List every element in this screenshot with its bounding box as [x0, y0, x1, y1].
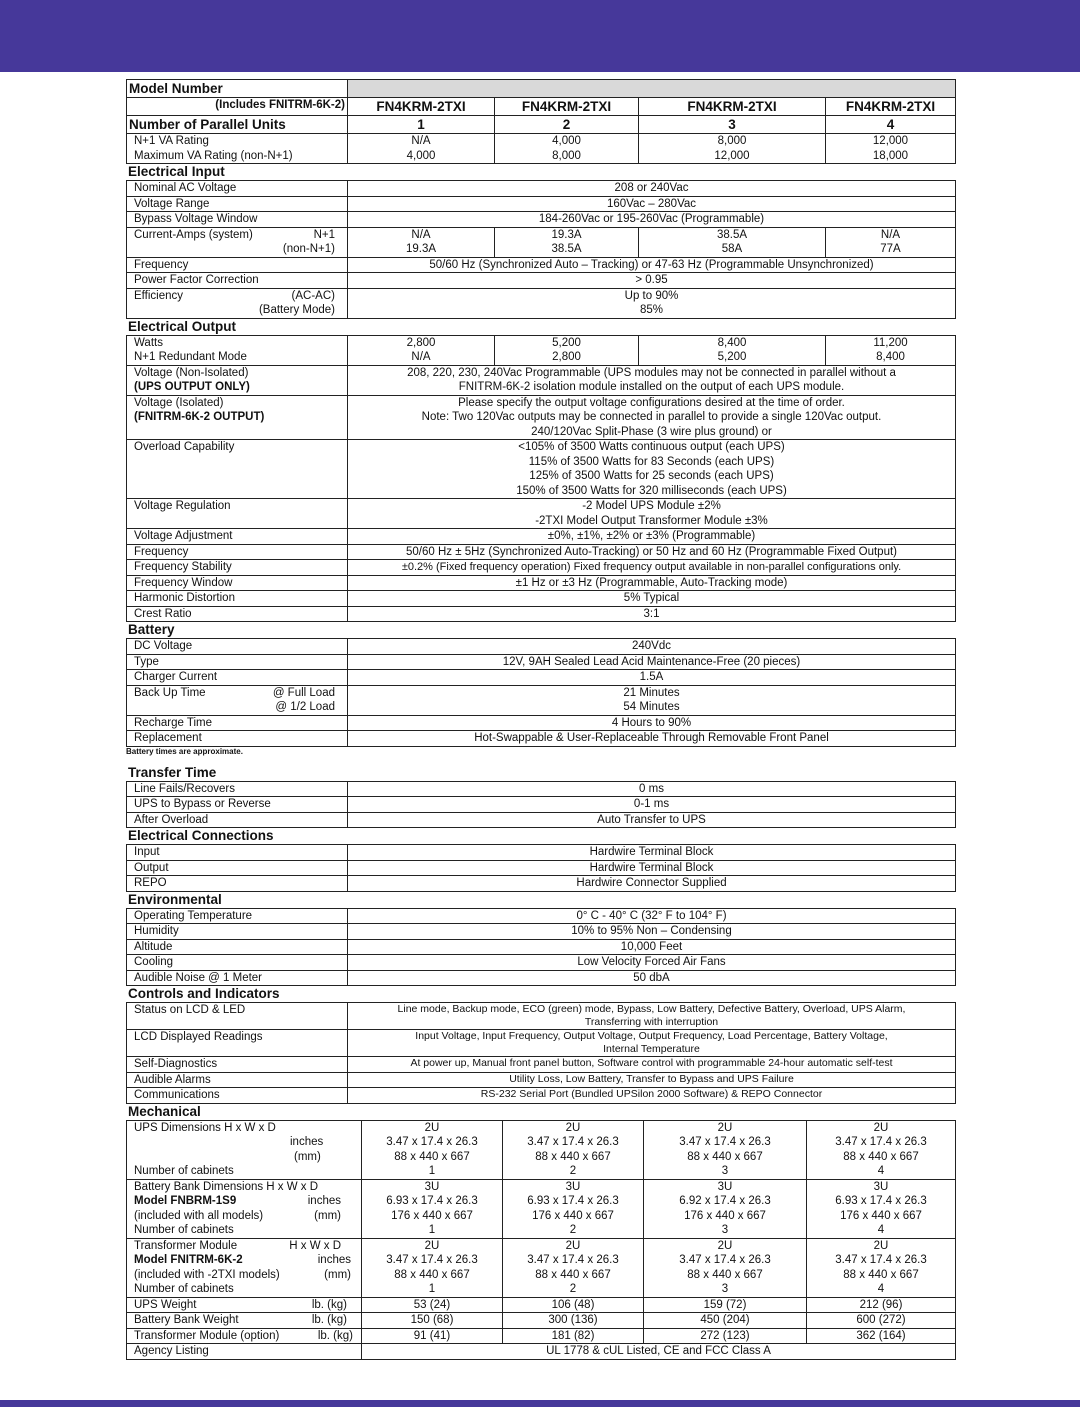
va-values: 12,000 18,000: [826, 134, 956, 164]
spec-label: Frequency Stability: [127, 560, 348, 576]
spec-value: 0-1 ms: [348, 797, 956, 813]
spec-label: UPS to Bypass or Reverse: [127, 797, 348, 813]
weight-value: 450 (204): [644, 1313, 807, 1329]
model-header-fill: [348, 80, 956, 98]
model-name: FN4KRM-2TXI: [495, 98, 639, 116]
va-values: N/A 4,000: [348, 134, 495, 164]
battery-dimensions-value: 3U 6.93 x 17.4 x 26.3 176 x 440 x 667 2: [503, 1179, 644, 1238]
weight-value: 362 (164): [807, 1328, 956, 1344]
environmental-table: [126, 908, 956, 987]
spec-label: Output: [127, 860, 348, 876]
model-number-label: Model Number: [127, 80, 348, 98]
watts-label: Watts N+1 Redundant Mode: [127, 335, 348, 365]
spec-label: Communications: [127, 1088, 348, 1104]
spec-label: Recharge Time: [127, 715, 348, 731]
efficiency-value: Up to 90% 85%: [348, 288, 956, 318]
weight-value: 212 (96): [807, 1297, 956, 1313]
weight-value: 53 (24): [362, 1297, 503, 1313]
spec-value: Hardwire Terminal Block: [348, 860, 956, 876]
voltage-isolated-value: Please specify the output voltage configurations desired at the time of order. Note: Two 120Vac outputs may be connected in parallel to provide a single 120Vac output. 240/120Vac Split-Phase (3 wire plus ground) or: [348, 395, 956, 440]
weight-value: 150 (68): [362, 1313, 503, 1329]
spec-value: 50 dbA: [348, 970, 956, 986]
spec-label: Status on LCD & LED: [127, 1003, 348, 1030]
spec-label: Cooling: [127, 955, 348, 971]
spec-value: 0 ms: [348, 781, 956, 797]
spec-value: Utility Loss, Low Battery, Transfer to Bypass and UPS Failure: [348, 1072, 956, 1088]
spec-sheet: [126, 79, 955, 1360]
ups-dimensions-value: 2U 3.47 x 17.4 x 26.3 88 x 440 x 667 3: [644, 1120, 807, 1179]
spec-value: 1.5A: [348, 670, 956, 686]
spec-value: 4 Hours to 90%: [348, 715, 956, 731]
section-title-connections: Electrical Connections: [128, 828, 274, 843]
spec-label: Voltage Adjustment: [127, 529, 348, 545]
battery-dimensions-value: 3U 6.93 x 17.4 x 26.3 176 x 440 x 667 4: [807, 1179, 956, 1238]
va-values: 8,000 12,000: [639, 134, 826, 164]
agency-value: UL 1778 & cUL Listed, CE and FCC Class A: [362, 1344, 956, 1360]
spec-value: 0° C - 40° C (32° F to 104° F): [348, 908, 956, 924]
spec-label: Audible Alarms: [127, 1072, 348, 1088]
battery-note: Battery times are approximate.: [126, 746, 243, 756]
watts-value: 8,400 5,200: [639, 335, 826, 365]
spec-label: Altitude: [127, 939, 348, 955]
spec-label: Frequency Window: [127, 575, 348, 591]
mechanical-table: [126, 1120, 956, 1360]
section-title-transfer: Transfer Time: [128, 764, 217, 780]
model-name: FN4KRM-2TXI: [348, 98, 495, 116]
spec-label: Voltage Range: [127, 196, 348, 212]
spec-value: ±0.2% (Fixed frequency operation) Fixed frequency output available in non-parallel configurations only.: [348, 560, 956, 576]
spec-value: Hot-Swappable & User-Replaceable Through Removable Front Panel: [348, 731, 956, 747]
weight-value: 91 (41): [362, 1328, 503, 1344]
spec-value: 3:1: [348, 606, 956, 622]
regulation-value: -2 Model UPS Module ±2% -2TXI Model Output Transformer Module ±3%: [348, 499, 956, 529]
backup-time-value: 21 Minutes 54 Minutes: [348, 685, 956, 715]
spec-value: ±1 Hz or ±3 Hz (Programmable, Auto-Tracking mode): [348, 575, 956, 591]
spec-label: Humidity: [127, 924, 348, 940]
controls-table: [126, 1002, 956, 1104]
spec-value: > 0.95: [348, 273, 956, 289]
spec-label: Self-Diagnostics: [127, 1057, 348, 1073]
section-title-controls: Controls and Indicators: [128, 986, 280, 1001]
current-value: N/A 77A: [826, 227, 956, 257]
model-table: [126, 79, 956, 164]
electrical-output-table: [126, 335, 956, 623]
ups-dimensions-label: UPS Dimensions H x W x D inches (mm) Number of cabinets: [127, 1120, 362, 1179]
battery-dimensions-value: 3U 6.92 x 17.4 x 26.3 176 x 440 x 667 3: [644, 1179, 807, 1238]
current-value: 19.3A 38.5A: [495, 227, 639, 257]
spec-value: At power up, Manual front panel button, Software control with programmable 24-hour automatic self-test: [348, 1057, 956, 1073]
current-value: N/A 19.3A: [348, 227, 495, 257]
spec-label: Crest Ratio: [127, 606, 348, 622]
spec-label: LCD Displayed Readings: [127, 1030, 348, 1057]
current-label: Current-Amps (system) N+1 (non-N+1): [127, 227, 348, 257]
bottom-color-bar: [0, 1400, 1080, 1407]
efficiency-label: Efficiency (AC-AC) (Battery Mode): [127, 288, 348, 318]
connections-table: [126, 844, 956, 892]
electrical-input-table: [126, 180, 956, 319]
spec-value: 12V, 9AH Sealed Lead Acid Maintenance-Free (20 pieces): [348, 654, 956, 670]
spec-label: REPO: [127, 876, 348, 892]
agency-label: Agency Listing: [127, 1344, 362, 1360]
section-title-environmental: Environmental: [128, 891, 222, 907]
readings-value: Input Voltage, Input Frequency, Output Voltage, Output Frequency, Load Percentage, Battery Voltage, Internal Temperature: [348, 1030, 956, 1057]
spec-value: 208 or 240Vac: [348, 181, 956, 197]
transformer-dimensions-label: Transformer Module H x W x D Model FNITRM-6K-2 inches (included with -2TXI models) (mm) Number of cabinets: [127, 1238, 362, 1297]
voltage-isolated-label: Voltage (Isolated) (FNITRM-6K-2 OUTPUT): [127, 395, 348, 440]
spec-value: 10,000 Feet: [348, 939, 956, 955]
weight-value: 159 (72): [644, 1297, 807, 1313]
spec-label: Harmonic Distortion: [127, 591, 348, 607]
transformer-dimensions-value: 2U 3.47 x 17.4 x 26.3 88 x 440 x 667 2: [503, 1238, 644, 1297]
ups-dimensions-value: 2U 3.47 x 17.4 x 26.3 88 x 440 x 667 1: [362, 1120, 503, 1179]
spec-value: 160Vac – 280Vac: [348, 196, 956, 212]
top-color-bar: [0, 0, 1080, 72]
spec-value: Low Velocity Forced Air Fans: [348, 955, 956, 971]
transfer-table: [126, 781, 956, 829]
spec-label: Charger Current: [127, 670, 348, 686]
section-title-battery: Battery: [128, 622, 175, 637]
spec-value: Hardwire Terminal Block: [348, 845, 956, 861]
ups-dimensions-value: 2U 3.47 x 17.4 x 26.3 88 x 440 x 667 4: [807, 1120, 956, 1179]
battery-table: [126, 638, 956, 747]
spec-label: DC Voltage: [127, 639, 348, 655]
weight-value: 106 (48): [503, 1297, 644, 1313]
voltage-nonisolated-label: Voltage (Non-Isolated) (UPS OUTPUT ONLY): [127, 365, 348, 395]
spec-label: Operating Temperature: [127, 908, 348, 924]
parallel-count: 4: [826, 116, 956, 134]
transformer-dimensions-value: 2U 3.47 x 17.4 x 26.3 88 x 440 x 667 1: [362, 1238, 503, 1297]
parallel-units-label: Number of Parallel Units: [127, 116, 348, 134]
weight-value: 600 (272): [807, 1313, 956, 1329]
battery-dimensions-label: Battery Bank Dimensions H x W x D Model FNBRM-1S9 inches (included with all models) (mm) Number of cabinets: [127, 1179, 362, 1238]
section-title-electrical-output: Electrical Output: [128, 318, 237, 334]
spec-value: 240Vdc: [348, 639, 956, 655]
model-name: FN4KRM-2TXI: [826, 98, 956, 116]
spec-value: ±0%, ±1%, ±2% or ±3% (Programmable): [348, 529, 956, 545]
spec-label: After Overload: [127, 812, 348, 828]
section-title-mechanical: Mechanical: [128, 1103, 201, 1119]
weight-value: 181 (82): [503, 1328, 644, 1344]
spec-label: Replacement: [127, 731, 348, 747]
parallel-count: 2: [495, 116, 639, 134]
ups-weight-label: UPS Weight lb. (kg): [127, 1297, 362, 1313]
spec-value: Auto Transfer to UPS: [348, 812, 956, 828]
spec-value: Hardwire Connector Supplied: [348, 876, 956, 892]
watts-value: 5,200 2,800: [495, 335, 639, 365]
current-value: 38.5A 58A: [639, 227, 826, 257]
spec-label: Frequency: [127, 257, 348, 273]
spec-label: Line Fails/Recovers: [127, 781, 348, 797]
spec-value: RS-232 Serial Port (Bundled UPSilon 2000 Software) & REPO Connector: [348, 1088, 956, 1104]
spec-value: 10% to 95% Non – Condensing: [348, 924, 956, 940]
transformer-dimensions-value: 2U 3.47 x 17.4 x 26.3 88 x 440 x 667 3: [644, 1238, 807, 1297]
spec-label: Input: [127, 845, 348, 861]
spec-label: Nominal AC Voltage: [127, 181, 348, 197]
status-value: Line mode, Backup mode, ECO (green) mode, Bypass, Low Battery, Defective Battery, Overload, UPS Alarm, Transferring with interruption: [348, 1003, 956, 1030]
ups-dimensions-value: 2U 3.47 x 17.4 x 26.3 88 x 440 x 667 2: [503, 1120, 644, 1179]
spec-label: Voltage Regulation: [127, 499, 348, 529]
model-name: FN4KRM-2TXI: [639, 98, 826, 116]
spec-value: 50/60 Hz ± 5Hz (Synchronized Auto-Tracking) or 50 Hz and 60 Hz (Programmable Fixed Output): [348, 544, 956, 560]
spec-value: 50/60 Hz (Synchronized Auto – Tracking) or 47-63 Hz (Programmable Unsynchronized): [348, 257, 956, 273]
spec-label: Power Factor Correction: [127, 273, 348, 289]
weight-value: 272 (123): [644, 1328, 807, 1344]
spec-label: Bypass Voltage Window: [127, 212, 348, 228]
spec-label: Frequency: [127, 544, 348, 560]
transformer-dimensions-value: 2U 3.47 x 17.4 x 26.3 88 x 440 x 667 4: [807, 1238, 956, 1297]
watts-value: 11,200 8,400: [826, 335, 956, 365]
parallel-count: 1: [348, 116, 495, 134]
includes-label: (Includes FNITRM-6K-2): [127, 98, 348, 116]
va-values: 4,000 8,000: [495, 134, 639, 164]
overload-value: <105% of 3500 Watts continuous output (each UPS) 115% of 3500 Watts for 83 Seconds (each UPS) 125% of 3500 Watts for 25 seconds (each UPS) 150% of 3500 Watts for 320 milliseconds (each UPS): [348, 440, 956, 499]
spec-label: Overload Capability: [127, 440, 348, 499]
transformer-weight-label: Transformer Module (option) lb. (kg): [127, 1328, 362, 1344]
watts-value: 2,800 N/A: [348, 335, 495, 365]
weight-value: 300 (136): [503, 1313, 644, 1329]
spec-value: 184-260Vac or 195-260Vac (Programmable): [348, 212, 956, 228]
battery-weight-label: Battery Bank Weight lb. (kg): [127, 1313, 362, 1329]
spec-value: 5% Typical: [348, 591, 956, 607]
spec-label: Audible Noise @ 1 Meter: [127, 970, 348, 986]
parallel-count: 3: [639, 116, 826, 134]
battery-dimensions-value: 3U 6.93 x 17.4 x 26.3 176 x 440 x 667 1: [362, 1179, 503, 1238]
spec-label: Type: [127, 654, 348, 670]
section-title-electrical-input: Electrical Input: [128, 164, 225, 179]
va-labels: N+1 VA Rating Maximum VA Rating (non-N+1): [127, 134, 348, 164]
backup-time-label: Back Up Time @ Full Load @ 1/2 Load: [127, 685, 348, 715]
voltage-nonisolated-value: 208, 220, 230, 240Vac Programmable (UPS modules may not be connected in parallel without a FNITRM-6K-2 isolation module installed on the output of each UPS module.: [348, 365, 956, 395]
